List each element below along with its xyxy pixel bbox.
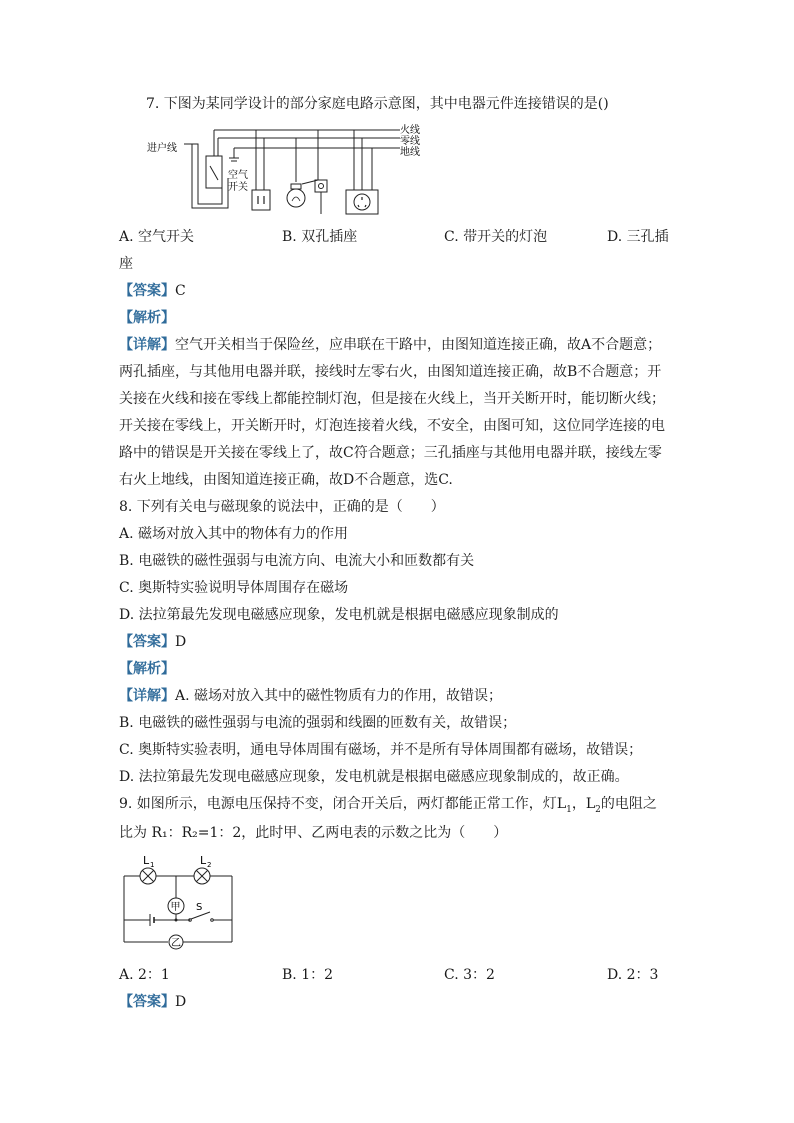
q9-option-c: C. 3：2 (444, 967, 495, 983)
L2-subscript: 2 (207, 861, 212, 869)
q8-detail-line (119, 686, 502, 706)
L1-label: L (143, 854, 150, 867)
q8-detail-line: C. 奥斯特实验表明，通电导体周围有磁场，并不是所有导体周围都有磁场，故错误； (119, 742, 643, 758)
q8-option: B. 电磁铁的磁性强弱与电流方向、电流大小和匝数都有关 (119, 553, 475, 569)
lamp-l1-subscript: 1 (566, 804, 572, 815)
answer-label: 【答案】 (119, 283, 175, 299)
q7-option-d: D. 三孔插 (607, 229, 669, 245)
q7-detail-line: 开关接在零线上，开关断开时，灯泡连接着火线，不安全，由图可知，这位同学连接的电 (119, 418, 665, 434)
zero-line-label: 零线 (400, 136, 420, 147)
q7-option-b: B. 双孔插座 (282, 229, 358, 245)
two-hole-socket (252, 190, 270, 210)
q9-option-d: D. 2：3 (607, 967, 659, 983)
q9-stem-line-2: 比为 R₁：R₂=1：2，此时甲、乙两电表的示数之比为（ ） (119, 825, 508, 841)
detail-text: A. 磁场对放入其中的磁性物质有力的作用，故错误； (175, 688, 503, 704)
lamp-l2-symbol: L (585, 796, 596, 812)
q9-circuit-diagram (118, 850, 238, 954)
q8-detail-line: D. 法拉第最先发现电磁感应现象，发电机就是根据电磁感应现象制成的，故正确。 (119, 769, 629, 785)
q8-stem: 8. 下列有关电与磁现象的说法中，正确的是（ ） (119, 499, 445, 515)
q8-option: C. 奥斯特实验说明导体周围存在磁场 (119, 580, 349, 596)
L1-subscript: 1 (150, 861, 155, 869)
q8-option: D. 法拉第最先发现电磁感应现象，发电机就是根据电磁感应现象制成的 (119, 607, 559, 623)
q7-answer (119, 281, 186, 301)
q7-detail-line (119, 335, 661, 355)
L2-label: L (200, 854, 207, 867)
lamp-icon (287, 189, 305, 207)
answer-value: C (175, 283, 186, 299)
q9-stem-text: 9. 如图所示，电源电压保持不变，闭合开关后，两灯都能正常工作，灯 (119, 796, 557, 812)
fire-line-label: 火线 (400, 125, 420, 136)
lamp-l1-symbol: L (556, 796, 567, 812)
q7-circuit-diagram (140, 118, 430, 224)
q9-stem-text-end: 的电阻之 (600, 796, 657, 812)
detail-text: 空气开关相当于保险丝，应串联在干路中，由图知道连接正确，故A不合题意； (175, 337, 662, 353)
answer-value: D (175, 994, 187, 1010)
meter-a-label: 甲 (170, 902, 181, 913)
q7-option-a: A. 空气开关 (119, 229, 195, 245)
q9-answer (119, 992, 186, 1012)
q9-option-b: B. 1：2 (282, 967, 334, 983)
breaker-label-1: 空气 (228, 170, 248, 181)
q7-option-d-wrap: 座 (119, 256, 133, 272)
detail-label: 【详解】 (119, 688, 175, 704)
breaker-label-2: 开关 (228, 182, 248, 193)
q8-answer (119, 632, 186, 652)
q7-detail-line: 右火上地线，由图知道连接正确，故D不合题意，选C. (119, 472, 453, 488)
q7-detail-line: 两孔插座，与其他用电器并联，接线时左零右火，由图知道连接正确，故B不合题意；开 (119, 364, 662, 380)
answer-value: D (175, 634, 187, 650)
q7-detail-line: 关接在火线和接在零线上都能控制灯泡，但是接在火线上，当开关断开时，能切断火线； (119, 391, 665, 407)
meter-b-label: 乙 (171, 938, 181, 949)
lamp-l2-subscript: 2 (595, 804, 601, 815)
q8-analysis-label: 【解析】 (119, 661, 175, 677)
answer-label: 【答案】 (119, 994, 175, 1010)
q8-detail-line: B. 电磁铁的磁性强弱与电流的强弱和线圈的匝数有关，故错误； (119, 715, 517, 731)
detail-label: 【详解】 (119, 337, 175, 353)
q7-option-c: C. 带开关的灯泡 (444, 229, 548, 245)
q7-stem: 7. 下图为某同学设计的部分家庭电路示意图，其中电器元件连接错误的是() (146, 96, 609, 112)
q7-detail-line: 路中的错误是开关接在零线上了，故C符合题意；三孔插座与其他用电器并联，接线左零 (119, 445, 662, 461)
q8-option: A. 磁场对放入其中的物体有力的作用 (119, 526, 349, 542)
lamp-switch (315, 180, 327, 192)
q9-stem-line-1: 9. 如图所示，电源电压保持不变，闭合开关后，两灯都能正常工作，灯$L_1$，$L_2$的电阻之 (119, 796, 657, 815)
entry-line-label: 进户线 (147, 143, 177, 154)
ground-line-label: 地线 (400, 147, 420, 158)
answer-label: 【答案】 (119, 634, 175, 650)
q7-analysis-label: 【解析】 (119, 310, 175, 326)
switch-label: S (196, 902, 203, 913)
q9-option-a: A. 2：1 (119, 967, 170, 983)
